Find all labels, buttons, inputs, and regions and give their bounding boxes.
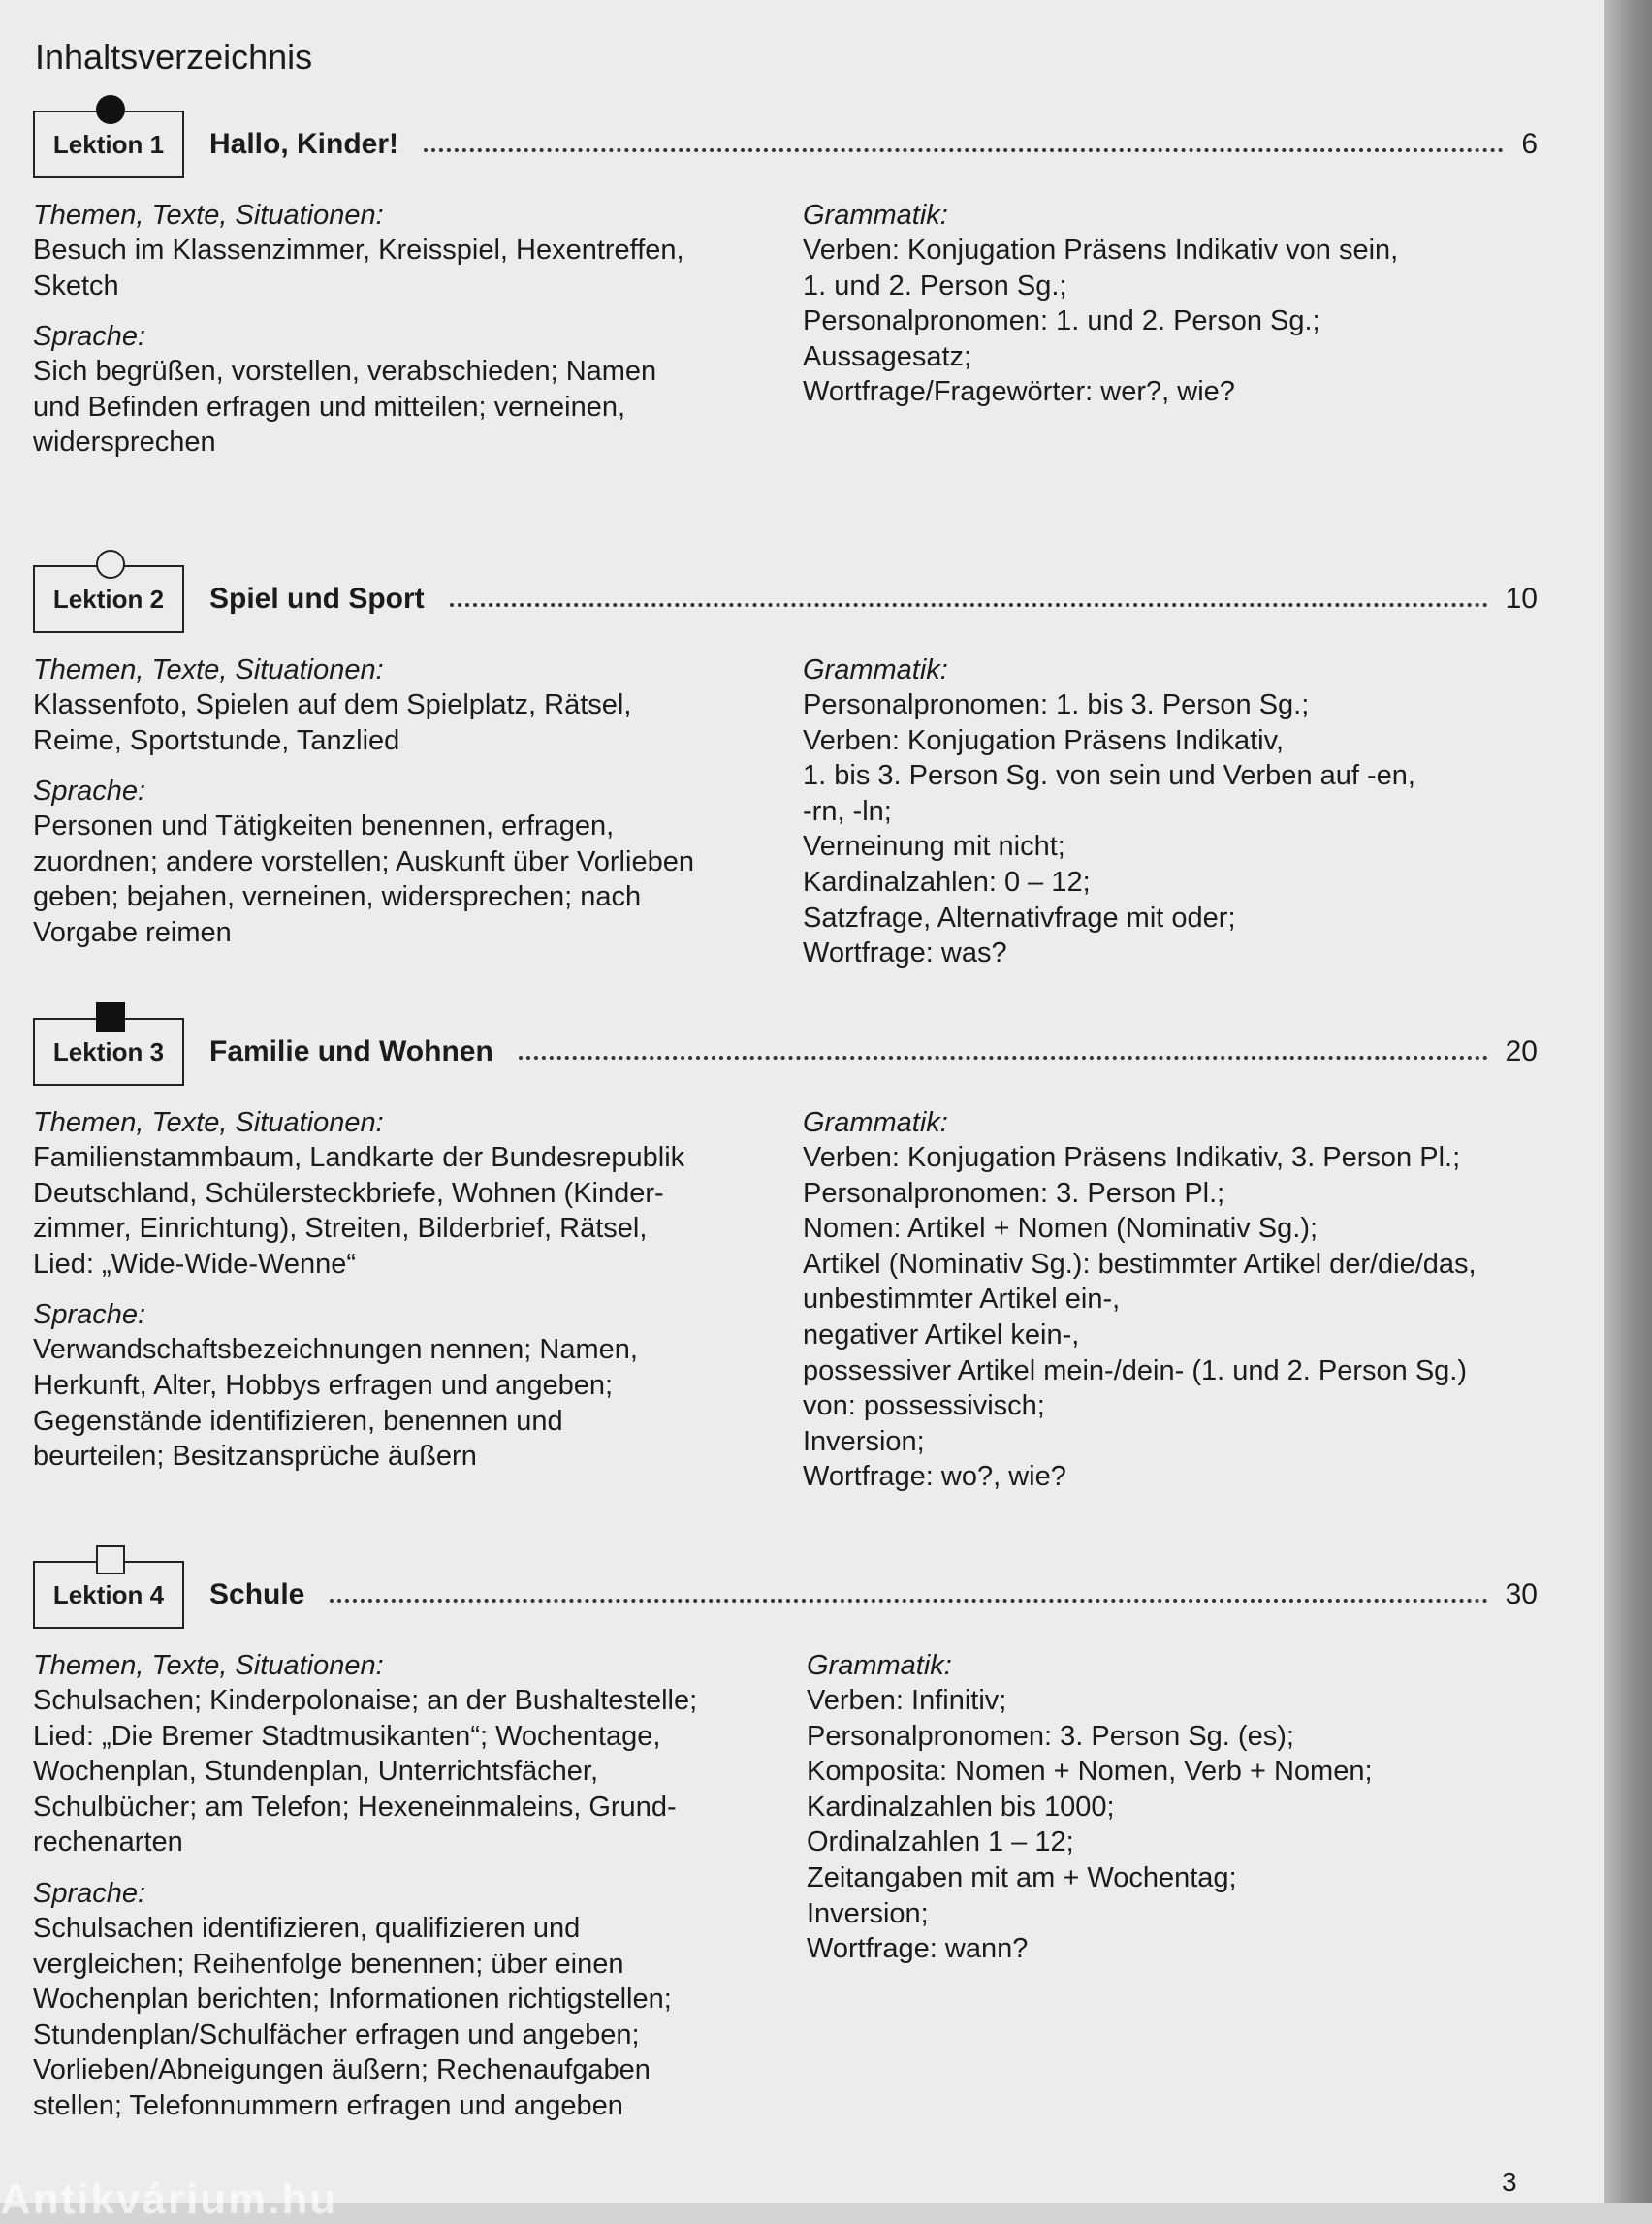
lesson-title: Familie und Wohnen (209, 1035, 493, 1067)
grammar-label: Grammatik: (803, 200, 948, 231)
grammar-label: Grammatik: (803, 654, 948, 685)
topics-text: Schulsachen; Kinderpolonaise; an der Bushaltestelle; Lied: „Die Bremer Stadtmusikanten“; Wochentage, Wochenplan, Stundenplan, Unterrichtsfächer, Schulbücher; am Telefon; Hexeneinmaleins, Grund- rechenarten (33, 1685, 698, 1859)
dot-leader (424, 148, 1504, 152)
language-label: Sprache: (33, 776, 146, 808)
topics-text: Besuch im Klassenzimmer, Kreisspiel, Hexentreffen, Sketch (33, 235, 684, 302)
lesson-1 (33, 111, 1538, 459)
language-label: Sprache: (33, 321, 146, 353)
grammar-text: Verben: Konjugation Präsens Indikativ von sein, 1. und 2. Person Sg.; Personalpronomen: 1. und 2. Person Sg.; Aussagesatz; Wortfrage/Fragewörter: wer?, wie? (803, 235, 1399, 408)
lesson-label-box (33, 565, 184, 633)
grammar-label: Grammatik: (807, 1650, 952, 1681)
lesson-4 (33, 1561, 1538, 2121)
lesson-title: Hallo, Kinder! (209, 128, 399, 160)
lesson-page-number: 30 (1505, 1578, 1538, 1610)
language-text: Sich begrüßen, vorstellen, verabschieden; Namen und Befinden erfragen und mitteilen; verneinen, widersprechen (33, 356, 657, 459)
lesson-label: Lektion 2 (52, 584, 165, 614)
dot-leader (450, 603, 1488, 607)
lesson-2 (33, 565, 1538, 969)
lesson-page-number: 10 (1505, 583, 1538, 615)
lesson-title: Spiel und Sport (209, 583, 425, 615)
lesson-header (33, 111, 1538, 180)
page-edge-shadow (1604, 0, 1652, 2203)
language-text: Personen und Tätigkeiten benennen, erfragen, zuordnen; andere vorstellen; Auskunft über Vorlieben geben; bejahen, verneinen, widersprechen; nach Vorgabe reimen (33, 810, 694, 948)
lesson-header (33, 1561, 1538, 1631)
lesson-3 (33, 1018, 1538, 1493)
topics-label: Themen, Texte, Situationen: (33, 1650, 384, 1681)
language-label: Sprache: (33, 1877, 146, 1909)
lesson-label: Lektion 4 (52, 1579, 165, 1609)
topics-label: Themen, Texte, Situationen: (33, 200, 384, 231)
grammar-label: Grammatik: (803, 1107, 948, 1138)
language-text: Schulsachen identifizieren, qualifizieren und vergleichen; Reihenfolge benennen; über einen Wochenplan berichten; Informationen richtigstellen; Stundenplan/Schulfächer erfragen und angeben; Vorlieben/Abneigungen äußern; Rechenaufgaben stellen; Telefonnummern erfragen und angeben (33, 1912, 672, 2121)
topics-label: Themen, Texte, Situationen: (33, 654, 384, 685)
grammar-text: Personalpronomen: 1. bis 3. Person Sg.; Verben: Konjugation Präsens Indikativ, 1. bis 3. Person Sg. von sein und Verben auf -en, -rn, -ln; Verneinung mit nicht; Kardinalzahlen: 0 – 12; Satzfrage, Alternativfrage mit oder; Wortfrage: was? (803, 689, 1415, 969)
topics-text: Familienstammbaum, Landkarte der Bundesrepublik Deutschland, Schülersteckbriefe, Wohnen (Kinder- zimmer, Einrichtung), Streiten, Bilderbrief, Rätsel, Lied: „Wide-Wide-Wenne“ (33, 1142, 685, 1280)
open-square-icon (96, 1545, 125, 1574)
topics-text: Klassenfoto, Spielen auf dem Spielplatz, Rätsel, Reime, Sportstunde, Tanzlied (33, 689, 632, 756)
lesson-label: Lektion 3 (52, 1036, 165, 1066)
lesson-label-box (33, 1561, 184, 1629)
lesson-label-box (33, 111, 184, 178)
lesson-label-box (33, 1018, 184, 1086)
lesson-header (33, 1018, 1538, 1088)
lesson-header (33, 565, 1538, 635)
filled-square-icon (96, 1002, 125, 1032)
lesson-page-number: 20 (1505, 1035, 1538, 1067)
language-text: Verwandschaftsbezeichnungen nennen; Namen, Herkunft, Alter, Hobbys erfragen und angeben; Gegenstände identifizieren, benennen und beurteilen; Besitzansprüche äußern (33, 1334, 638, 1473)
dot-leader (330, 1599, 1487, 1603)
grammar-text: Verben: Konjugation Präsens Indikativ, 3. Person Pl.; Personalpronomen: 3. Person Pl.; Nomen: Artikel + Nomen (Nominativ Sg.); Artikel (Nominativ Sg.): bestimmter Artikel der/die/das, unbestimmter Artikel ein-, negativer Artikel kein-, possessiver Artikel mein-/dein- (1. und 2. Person Sg.) von: possessivisch; Inversion; Wortfrage: wo?, wie? (803, 1142, 1477, 1493)
grammar-text: Verben: Infinitiv; Personalpronomen: 3. Person Sg. (es); Komposita: Nomen + Nomen, Verb + Nomen; Kardinalzahlen bis 1000; Ordinalzahlen 1 – 12; Zeitangaben mit am + Wochentag; Inversion; Wortfrage: wann? (807, 1685, 1373, 1965)
page-title: Inhaltsverzeichnis (35, 37, 313, 77)
dot-leader (519, 1056, 1488, 1060)
language-label: Sprache: (33, 1299, 146, 1331)
topics-label: Themen, Texte, Situationen: (33, 1107, 384, 1138)
page-number: 3 (1502, 2167, 1517, 2197)
open-circle-icon (96, 550, 125, 579)
lesson-label: Lektion 1 (52, 129, 165, 159)
watermark: Antikvárium.hu (0, 2176, 338, 2223)
filled-circle-icon (96, 95, 125, 124)
lesson-title: Schule (209, 1578, 305, 1610)
lesson-page-number: 6 (1521, 128, 1538, 160)
